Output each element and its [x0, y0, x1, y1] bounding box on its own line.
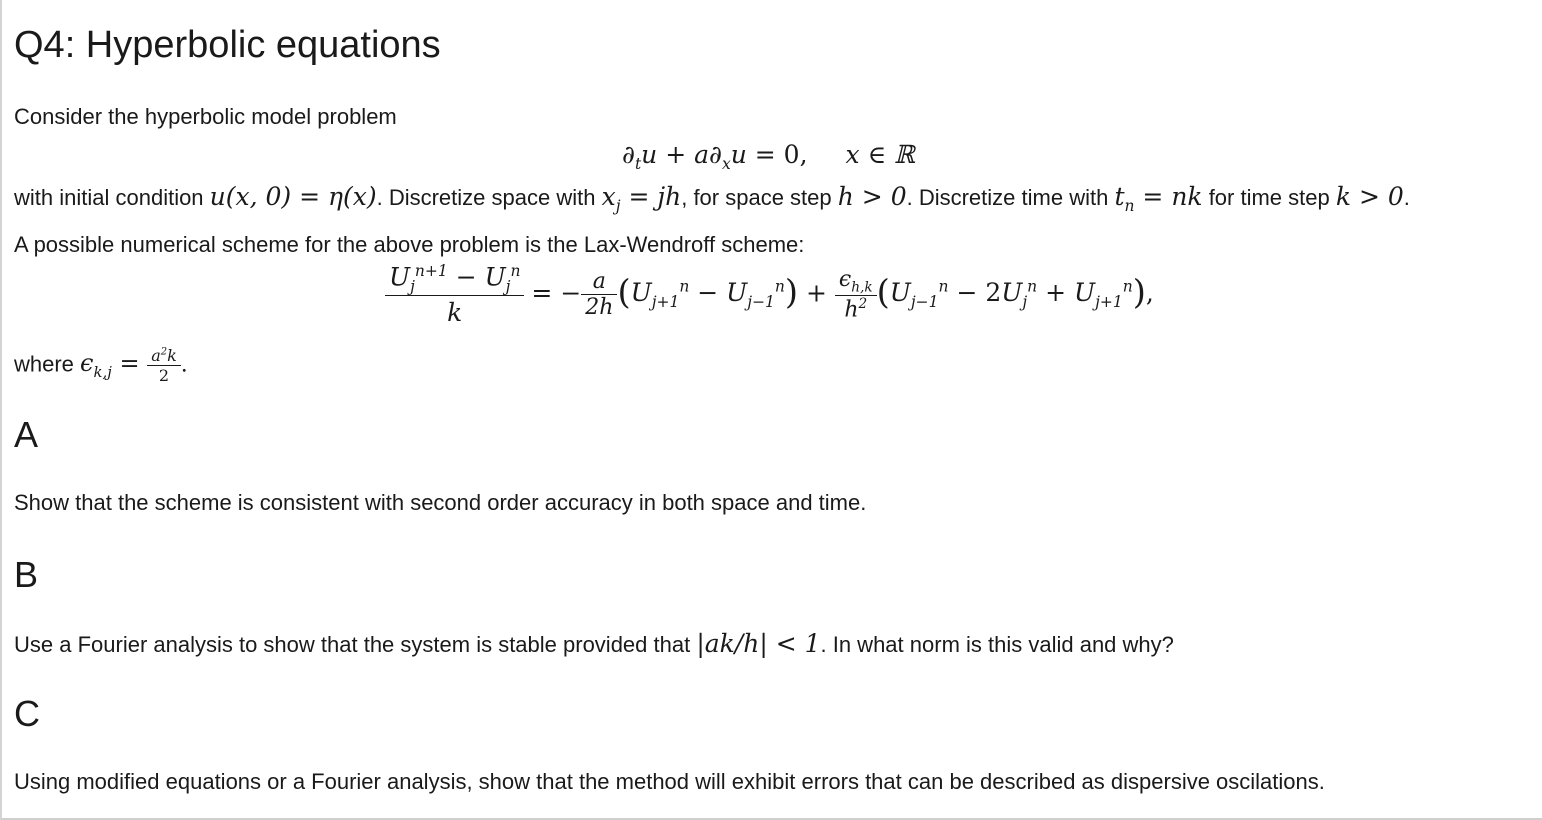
lax-wendroff-equation: $\frac{U_j^{n+1} - U_j^n}{k}$ = − $\frac{a}{2h}$ $(U_{j+1}^n - U_{j-1}^n)$ + $\frac{\epsilon_{h,k}}{h^2}$ $(U_{j-1}^n - 2U_j^n + U_{j+1}^n)$, [385, 262, 1154, 327]
section-a-text: Show that the scheme is consistent with second order accuracy in both space and time. [14, 490, 867, 515]
section-a-heading: A [14, 414, 39, 455]
space-step-condition: h > 0 [837, 182, 907, 211]
initial-condition: u(x, 0) = η(x) [209, 182, 377, 211]
time-grid-expression: $t_n$ = nk [1114, 182, 1203, 215]
model-equation: $\partial_tu + a\partial_xu = 0$, x ∈ ℝ [622, 140, 915, 173]
domain-expression: x ∈ ℝ [845, 140, 915, 169]
section-c-text: Using modified equations or a Fourier analysis, show that the method will exhibit errors that can be described as dispersive oscilations. [14, 769, 1325, 794]
diffusion-coefficient: $\frac{\epsilon_{h,k}}{h^2}$ [835, 267, 877, 323]
epsilon-definition: where $\epsilon_{k,j}$ = $\frac{a^2k}{2}$ . [14, 346, 188, 385]
section-b-heading: B [14, 554, 39, 595]
discretization-text: with initial condition u(x, 0) = η(x). Discretize space with $x_j$ = jh, for space step h > 0. Discretize time with $t_n$ = nk for time step k > 0. [14, 182, 1410, 215]
stability-condition: |ak/h| < 1 [696, 629, 821, 658]
advection-coefficient: $\frac{a}{2h}$ [581, 269, 617, 320]
section-b-text: Use a Fourier analysis to show that the system is stable provided that |ak/h| < 1. In what norm is this valid and why? [14, 629, 1174, 658]
scheme-intro-text: A possible numerical scheme for the above problem is the Lax-Wendroff scheme: [14, 232, 805, 257]
intro-text: Consider the hyperbolic model problem [14, 104, 397, 129]
page-title: Q4: Hyperbolic equations [14, 24, 441, 66]
space-grid-expression: $x_j$ = jh [601, 182, 682, 215]
time-difference-fraction: $\frac{U_j^{n+1} - U_j^n}{k}$ [385, 262, 524, 327]
section-c-heading: C [14, 693, 40, 734]
time-step-condition: k > 0 [1335, 182, 1404, 211]
